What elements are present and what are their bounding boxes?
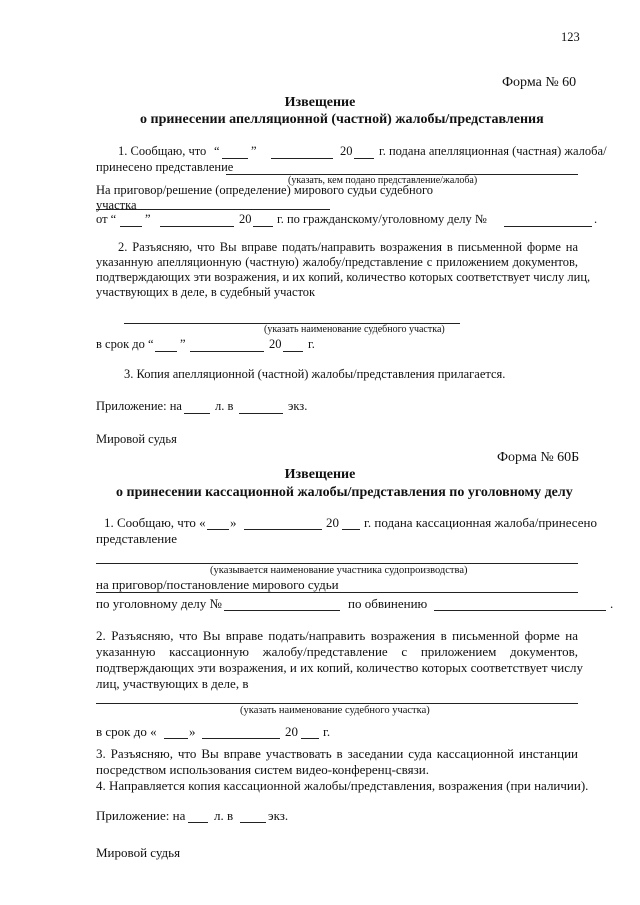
f60-p1-line4: участка (96, 198, 137, 212)
f60-p2-line2: указанную апелляционную (частную) жалобу/представление с приложением документов, (96, 255, 578, 269)
f60-p1-filed: г. подана апелляционная (частная) жалоба/ (379, 144, 607, 158)
f60-p2-line3: подтверждающих эти возражения, и их копий, количество которых соответствует числу лиц, (96, 270, 591, 284)
f60b-deadline-quote-close: » (189, 724, 196, 739)
f60-hint-filer: (указать, кем подано представление/жалоба) (288, 175, 478, 186)
f60b-month-blank[interactable] (244, 529, 322, 530)
f60b-year-blank[interactable] (342, 529, 360, 530)
f60b-year: 20 (326, 515, 339, 530)
f60-att-copies-blank[interactable] (239, 413, 283, 414)
form-60b-label: Форма № 60Б (497, 450, 580, 465)
f60-deadline: в срок до “ (96, 337, 154, 351)
f60b-quote-close: » (230, 515, 237, 530)
f60b-att-copies: экз. (268, 808, 289, 823)
f60-p1-intro: 1. Сообщаю, что (118, 144, 207, 158)
f60b-deadline-year-blank[interactable] (301, 738, 319, 739)
f60b-att-pages: л. в (214, 808, 234, 823)
f60-quote-open: “ (214, 144, 220, 158)
f60-year-blank[interactable] (354, 158, 374, 159)
f60b-deadline-day-blank[interactable] (164, 738, 188, 739)
f60-from: от “ (96, 212, 117, 226)
f60-p1-line2: принесено представление (96, 160, 234, 174)
f60b-deadline-g: г. (323, 724, 331, 739)
f60b-p2-line2: указанную кассационную жалобу/представление с приложением документов, (96, 644, 578, 659)
f60-case-text: г. по гражданскому/уголовному делу № (277, 212, 487, 226)
f60-signature: Мировой судья (96, 432, 177, 446)
page-number: 123 (561, 30, 580, 44)
f60b-deadline: в срок до « (96, 724, 157, 739)
f60b-end-dot: . (610, 596, 614, 611)
f60-p2-line4: участвующих в деле, в судебный участок (96, 285, 316, 299)
f60b-hint-participant: (указывается наименование участника судопроизводства) (210, 565, 468, 576)
form-60-label: Форма № 60 (502, 75, 577, 90)
f60-deadline-year: 20 (269, 337, 282, 351)
f60b-p2-line3: подтверждающих эти возражения, и их копий, количество которых соответствует числу (96, 660, 584, 675)
f60-p1-line3: На приговор/решение (определение) мирового судьи судебного (96, 183, 434, 197)
f60-from-day-blank[interactable] (120, 226, 142, 227)
form-60b-title: Извещение (284, 467, 356, 482)
f60-deadline-year-blank[interactable] (283, 351, 303, 352)
f60b-verdict-blank[interactable] (96, 592, 578, 593)
f60-from-month-blank[interactable] (160, 226, 234, 227)
f60b-case-number-blank[interactable] (224, 610, 340, 611)
f60b-participant-blank[interactable] (96, 563, 578, 564)
f60b-att-pages-blank[interactable] (188, 822, 208, 823)
f60b-p2-line1: 2. Разъясняю, что Вы вправе подать/направить возражения в письменной форме на (96, 628, 578, 643)
f60b-case-label: по уголовному делу № (96, 596, 222, 611)
f60-att-pages: л. в (215, 399, 234, 413)
f60b-p1-filed: г. подана кассационная жалоба/принесено (364, 515, 597, 530)
f60b-p3-line1: 3. Разъясняю, что Вы вправе участвовать в заседании суда кассационной инстанции (96, 746, 578, 761)
f60-p2-line1: 2. Разъясняю, что Вы вправе подать/направить возражения в письменной форме на (118, 240, 578, 254)
form-60-title: Извещение (284, 95, 356, 110)
f60-quote-close: ” (251, 144, 257, 158)
f60-p3: 3. Копия апелляционной (частной) жалобы/представления прилагается. (124, 367, 506, 381)
f60-hint-court: (указать наименование судебного участка) (264, 324, 445, 335)
f60b-p3-line2: посредством использования систем видео-конференц-связи. (96, 762, 429, 777)
f60b-accused-label: по обвинению (348, 596, 428, 611)
f60-case-number-blank[interactable] (504, 226, 592, 227)
f60-deadline-month-blank[interactable] (190, 351, 264, 352)
f60b-p4: 4. Направляется копия кассационной жалобы/представления, возражения (при наличии). (96, 778, 589, 793)
f60b-day-blank[interactable] (207, 529, 229, 530)
f60b-att-copies-blank[interactable] (240, 822, 266, 823)
f60-deadline-g: г. (308, 337, 315, 351)
f60b-p1-intro: 1. Сообщаю, что « (104, 515, 206, 530)
f60b-p1-line2: представление (96, 531, 177, 546)
f60-from-year: 20 (239, 212, 252, 226)
f60b-hint-court: (указать наименование судебного участка) (240, 705, 430, 716)
f60b-att-label: Приложение: на (96, 808, 186, 823)
f60b-p2-line4: лиц, участвующих в деле, в (96, 676, 249, 691)
f60-court-blank[interactable] (96, 209, 330, 210)
f60b-verdict-line: на приговор/постановление мирового судьи (96, 577, 339, 592)
f60-day-blank[interactable] (222, 158, 248, 159)
f60b-court-name-blank[interactable] (96, 703, 578, 704)
f60-from-quote-close: ” (145, 212, 151, 226)
f60-deadline-quote-close: ” (180, 337, 186, 351)
form-60b-subtitle: о принесении кассационной жалобы/представления по уголовному делу (116, 485, 573, 500)
f60-att-pages-blank[interactable] (184, 413, 210, 414)
form-60-subtitle: о принесении апелляционной (частной) жалобы/представления (140, 112, 544, 127)
f60b-deadline-year: 20 (285, 724, 298, 739)
f60-year-prefix: 20 (340, 144, 353, 158)
f60-month-blank[interactable] (271, 158, 333, 159)
f60-att-label: Приложение: на (96, 399, 182, 413)
f60-from-year-blank[interactable] (253, 226, 273, 227)
f60-att-copies: экз. (288, 399, 308, 413)
f60b-deadline-month-blank[interactable] (202, 738, 280, 739)
f60-deadline-day-blank[interactable] (155, 351, 177, 352)
f60b-accused-blank[interactable] (434, 610, 606, 611)
f60b-signature: Мировой судья (96, 845, 181, 860)
f60-p1-end: . (594, 212, 598, 226)
